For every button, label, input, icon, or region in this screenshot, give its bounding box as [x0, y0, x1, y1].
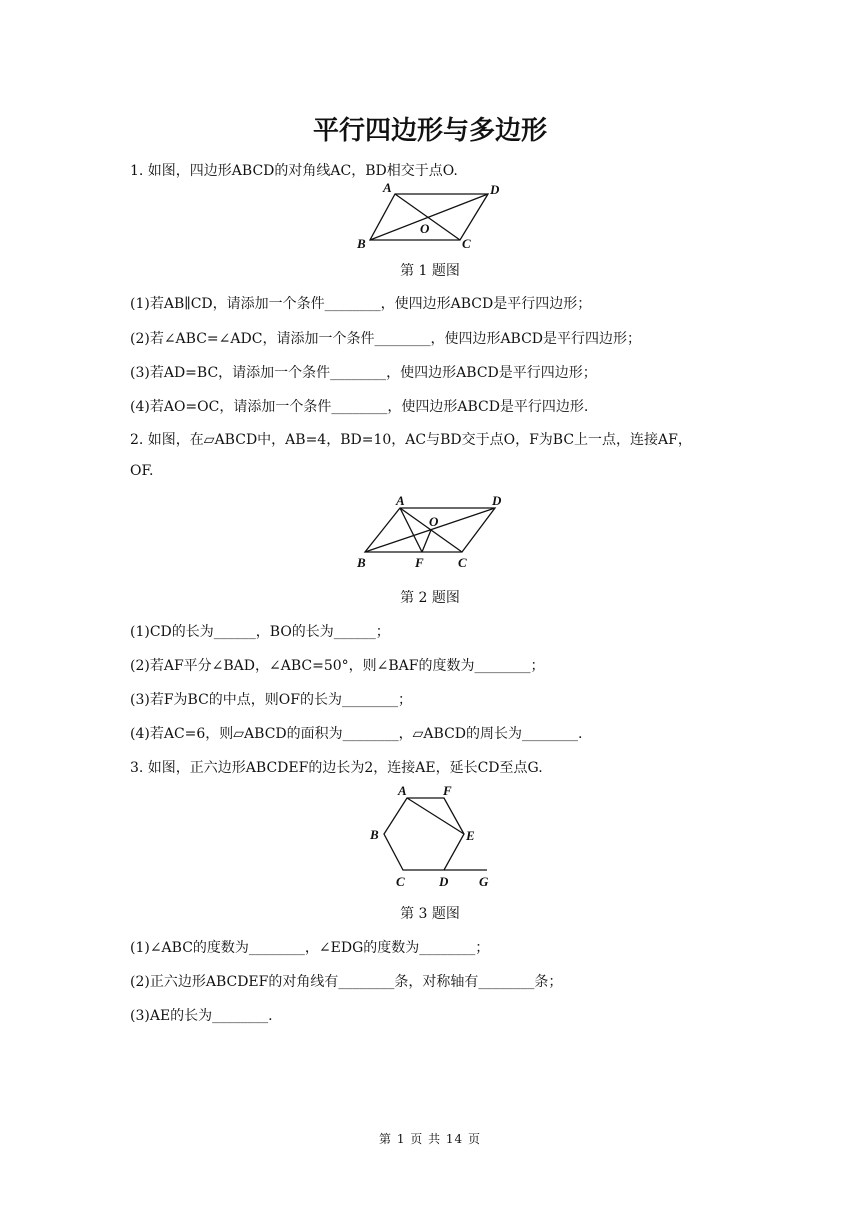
- q1-part-2: (2)若∠ABC=∠ADC，请添加一个条件________，使四边形ABCD是平行四边形；: [130, 331, 642, 347]
- q1-label-c: C: [462, 236, 471, 251]
- q2-segment-af: [400, 508, 422, 552]
- q3-label-g: G: [479, 874, 489, 889]
- q3-label-e: E: [466, 828, 475, 843]
- q3-part-1: (1)∠ABC的度数为________，∠EDG的度数为________；: [130, 940, 490, 956]
- q2-label-d: D: [492, 493, 502, 508]
- q3-label-f: F: [443, 783, 452, 798]
- q2-part-4: (4)若AC=6，则▱ABCD的面积为________，▱ABCD的周长为________.: [130, 726, 583, 742]
- q2-label-b: B: [357, 555, 366, 570]
- q2-label-a: A: [396, 493, 405, 508]
- q2-part-3: (3)若F为BC的中点，则OF的长为________；: [130, 692, 412, 708]
- q3-figure: [360, 780, 500, 892]
- q2-part-1: (1)CD的长为______，BO的长为______；: [130, 624, 390, 640]
- q1-label-a: A: [383, 180, 392, 195]
- q3-label-b: B: [370, 827, 379, 842]
- q2-figure: [350, 492, 520, 572]
- q1-label-b: B: [357, 236, 366, 251]
- q2-caption: 第 2 题图: [400, 590, 460, 606]
- q2-label-c: C: [458, 555, 467, 570]
- q2-label-f: F: [415, 555, 424, 570]
- q2-part-2: (2)若AF平分∠BAD，∠ABC=50°，则∠BAF的度数为________；: [130, 658, 545, 674]
- q3-part-3: (3)AE的长为________.: [130, 1008, 273, 1024]
- q2-label-o: O: [429, 514, 439, 529]
- page-footer: 第 1 页 共 14 页: [379, 1132, 481, 1146]
- q2-segment-of: [422, 530, 431, 552]
- q1-label-d: D: [490, 182, 500, 197]
- q3-label-a: A: [398, 783, 407, 798]
- q1-caption: 第 1 题图: [400, 263, 460, 279]
- q1-part-3: (3)若AD=BC，请添加一个条件________，使四边形ABCD是平行四边形；: [130, 365, 597, 381]
- q1-stem: 1. 如图，四边形ABCD的对角线AC，BD相交于点O.: [130, 163, 458, 179]
- q2-stem-line-1: 2. 如图，在▱ABCD中，AB=4，BD=10，AC与BD交于点O，F为BC上一点，连接AF，: [130, 432, 692, 448]
- q3-segment-ae: [407, 798, 464, 834]
- q1-label-o: O: [420, 221, 430, 236]
- q3-label-d: D: [439, 874, 449, 889]
- q3-part-2: (2)正六边形ABCDEF的对角线有________条，对称轴有________条；: [130, 974, 563, 990]
- q3-label-c: C: [396, 874, 405, 889]
- q3-stem: 3. 如图，正六边形ABCDEF的边长为2，连接AE，延长CD至点G.: [130, 760, 543, 776]
- q1-part-4: (4)若AO=OC，请添加一个条件________，使四边形ABCD是平行四边形.: [130, 399, 589, 415]
- q3-caption: 第 3 题图: [400, 906, 460, 922]
- q1-figure: [350, 180, 510, 255]
- q1-part-1: (1)若AB∥CD，请添加一个条件________，使四边形ABCD是平行四边形；: [130, 296, 592, 312]
- q2-stem-line-2: OF.: [130, 463, 154, 479]
- page-title: 平行四边形与多边形: [312, 116, 547, 146]
